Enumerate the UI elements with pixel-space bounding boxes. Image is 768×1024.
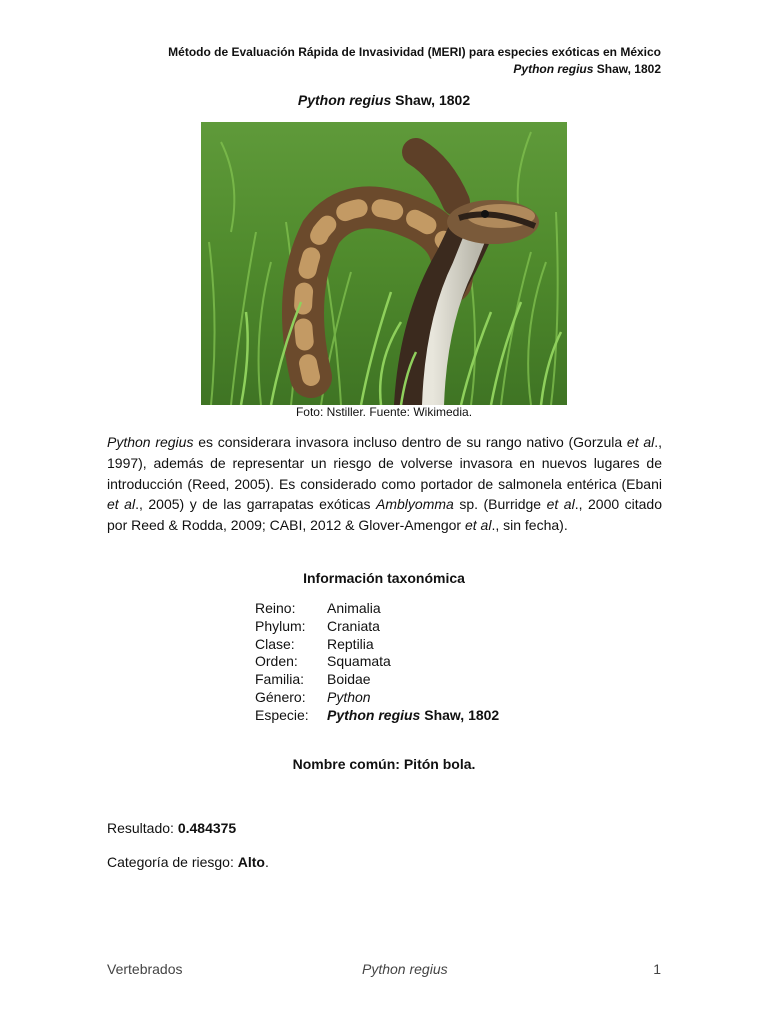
page-title: [0, 92, 768, 108]
desc-text: ., 2005) y de las garrapatas exóticas: [135, 496, 377, 513]
photo-caption: Foto: Nstiller. Fuente: Wikimedia.: [295, 405, 473, 419]
species-description: [107, 432, 662, 536]
taxonomy-row: [255, 618, 499, 636]
species-photo: [201, 122, 567, 405]
taxonomy-value: Craniata: [327, 617, 380, 634]
taxonomy-value: Squamata: [327, 653, 391, 670]
running-header: [168, 44, 661, 78]
title-author: Shaw, 1802: [391, 92, 471, 108]
risk-value: Alto: [237, 854, 265, 870]
header-species-author: Shaw, 1802: [593, 62, 661, 76]
taxonomy-heading: Información taxonómica: [303, 570, 465, 586]
common-name: Nombre común: Pitón bola.: [292, 756, 476, 772]
footer-left: Vertebrados: [107, 961, 183, 977]
desc-text: sp. (Burridge: [453, 496, 547, 513]
taxonomy-table: [255, 600, 499, 725]
taxonomy-label: Especie:: [255, 706, 309, 723]
taxonomy-row: [255, 636, 499, 654]
taxonomy-species-name: Python regius: [327, 706, 421, 723]
desc-et-al: et al: [107, 496, 136, 513]
taxonomy-label: Clase:: [255, 635, 295, 652]
taxonomy-value: Boidae: [327, 671, 371, 688]
taxonomy-value: Python: [327, 688, 371, 705]
desc-text: ., 2000 citado por Reed & Rodda, 2009; CABI, 2012 & Glover-Amengor: [107, 496, 663, 534]
taxonomy-row: [255, 600, 499, 618]
desc-et-al: et al: [464, 517, 492, 534]
header-species-line: [168, 61, 661, 78]
header-title-line: Método de Evaluación Rápida de Invasividad (MERI) para especies exóticas en México: [168, 45, 661, 59]
desc-et-al: et al: [546, 496, 575, 513]
taxonomy-row: [255, 671, 499, 689]
result-line: [107, 820, 236, 836]
header-species-name: Python regius: [513, 62, 594, 76]
risk-line: [107, 854, 269, 870]
taxonomy-label: Reino:: [255, 600, 296, 616]
result-value: 0.484375: [177, 820, 237, 836]
taxonomy-row: [255, 653, 499, 671]
desc-text: es considerara invasora incluso dentro de su rango nativo (Gorzula: [193, 434, 627, 450]
desc-text: ., 1997), además de representar un riesgo de volverse invasora en nuevos lugares de introducción (Reed, 2005). Es considerado como portador de salmonela entérica (Ebani: [107, 434, 663, 492]
taxonomy-label: Phylum:: [255, 617, 306, 634]
risk-period: .: [264, 854, 269, 870]
taxonomy-label: Orden:: [255, 653, 298, 670]
footer-center: Python regius: [362, 961, 448, 977]
taxonomy-row: [255, 707, 499, 725]
desc-text: ., sin fecha).: [491, 517, 568, 534]
desc-species-name: Python regius: [107, 434, 194, 450]
page-number: 1: [653, 961, 661, 977]
result-label: Resultado:: [107, 820, 178, 836]
desc-genus-amblyomma: Amblyomma: [376, 496, 454, 513]
taxonomy-value: [327, 707, 499, 725]
taxonomy-label: Familia:: [255, 671, 305, 688]
taxonomy-value: Reptilia: [327, 635, 374, 652]
python-photo-image: [201, 122, 567, 405]
taxonomy-species-author: Shaw, 1802: [420, 706, 500, 723]
risk-label: Categoría de riesgo:: [107, 854, 238, 870]
desc-et-al: et al: [626, 434, 655, 450]
taxonomy-row: [255, 689, 499, 707]
taxonomy-value: Animalia: [327, 600, 381, 616]
taxonomy-label: Género:: [255, 688, 306, 705]
title-species-name: Python regius: [297, 92, 392, 108]
